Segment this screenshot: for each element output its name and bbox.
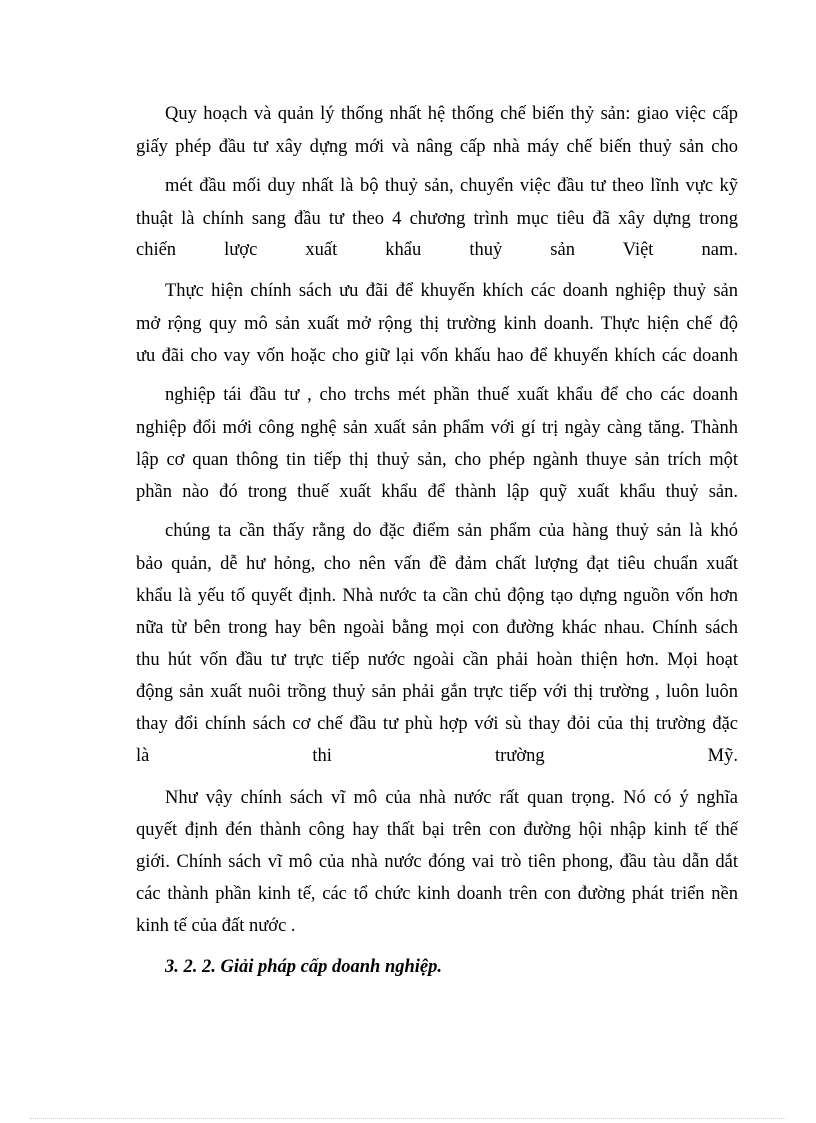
text-line: kinh tế của đất nước . [136,916,296,936]
section-heading: 3. 2. 2. Giải pháp cấp doanh nghiệp. [165,957,443,977]
text-line: là thi trường Mỹ. [136,746,738,766]
page-bottom-divider [30,1118,786,1119]
text-line: Quy hoạch và quản lý thống nhất hệ thống chế biến thỷ sản: giao việc cấp [165,104,738,124]
text-line: lập cơ quan thông tin tiếp thị thuỷ sản, cho phép ngành thuye sản trích một [136,450,738,470]
text-line: Như vậy chính sách vĩ mô của nhà nước rất quan trọng. Nó có ý nghĩa [165,788,738,808]
text-line: nữa từ bên trong hay bên ngoài bằng mọi con đường khác nhau. Chính sách [136,618,738,638]
text-line: khẩu là yếu tố quyết định. Nhà nước ta cần chủ động tạo dựng nguồn vốn hơn [136,586,738,606]
text-line: mét đầu mối duy nhất là bộ thuỷ sản, chuyển việc đầu tư theo lĩnh vực kỹ [165,176,738,196]
text-line: Thực hiện chính sách ưu đãi để khuyến khích các doanh nghiệp thuỷ sản [165,281,738,301]
text-line: chúng ta cần thấy rằng do đặc điểm sản phẩm của hàng thuỷ sản là khó [165,521,738,541]
text-line: bảo quản, dễ hư hỏng, cho nên vấn đề đảm chất lượng đạt tiêu chuẩn xuất [136,554,738,574]
text-line: giấy phép đầu tư xây dựng mới và nâng cấp nhà máy chế biến thuỷ sản cho [136,137,738,157]
text-line: giới. Chính sách vĩ mô của nhà nước đóng vai trò tiên phong, đầu tàu dẫn dắt [136,852,738,872]
text-line: quyết định đén thành công hay thất bại trên con đường hội nhập kinh tế thế [136,820,738,840]
text-line: chiến lược xuất khẩu thuỷ sản Việt nam. [136,240,738,260]
text-line: thuật là chính sang đầu tư theo 4 chương trình mục tiêu đã xây dựng trong [136,209,738,229]
text-line: động sản xuất nuôi trồng thuỷ sản phải gắn trực tiếp với thị trường , luôn luôn [136,682,738,702]
text-line: mở rộng quy mô sản xuất mở rộng thị trường kinh doanh. Thực hiện chế độ [136,314,738,334]
text-line: thay đổi chính sách cơ chế đầu tư phù hợp với sù thay đỏi của thị trường đặc [136,714,738,734]
text-line: nghiệp tái đầu tư , cho trchs mét phần thuế xuất khẩu để cho các doanh [165,385,738,405]
text-line: ưu đãi cho vay vốn hoặc cho giữ lại vốn khấu hao để khuyến khích các doanh [136,346,738,366]
text-line: các thành phần kinh tế, các tổ chức kinh doanh trên con đường phát triển nền [136,884,738,904]
text-line: nghiệp đổi mới công nghệ sản xuất sản phẩm với gí trị ngày càng tăng. Thành [136,418,738,438]
text-line: phần nào đó trong thuế xuất khẩu để thành lập quỹ xuất khẩu thuỷ sản. [136,482,738,502]
text-line: thu hút vốn đầu tư trực tiếp nước ngoài cần phải hoàn thiện hơn. Mọi hoạt [136,650,738,670]
